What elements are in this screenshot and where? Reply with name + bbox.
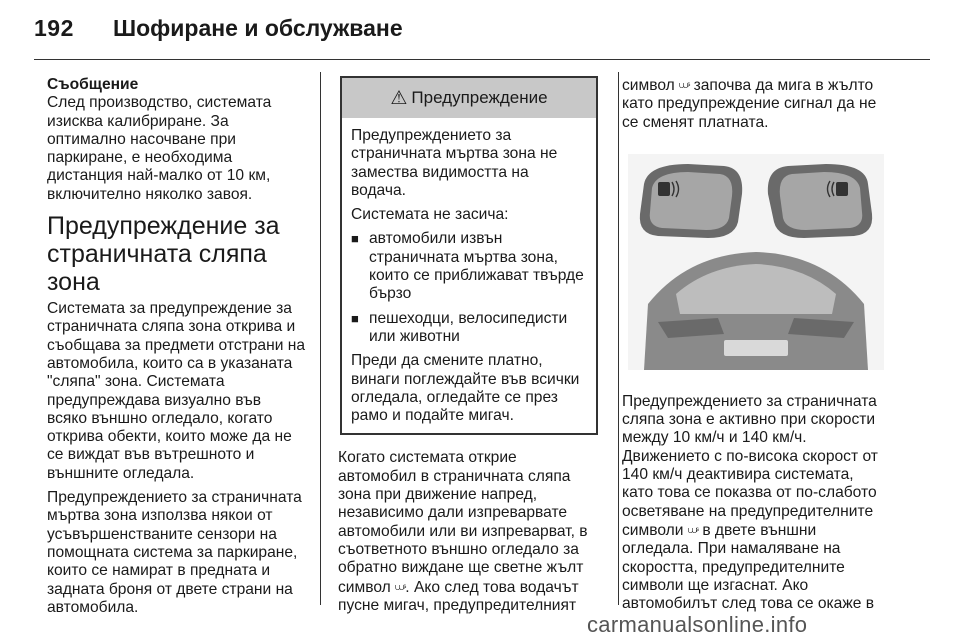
chapter-title: Шофиране и обслужване xyxy=(113,15,403,41)
warning-not-detected: Системата не засича: xyxy=(351,206,509,224)
warning-header xyxy=(342,78,596,118)
paragraph-intro: Системата за предупреждение за страничната сляпа зона открива и съобщава за предмети отстрани на автомобила, които са в указаната "сляпа" зона. Системата предупреждава визуално във всяко външно огледало, когато открива обекти, които може да не се виждат във вътрешното и външните огледала. xyxy=(47,300,306,482)
column-1 xyxy=(47,76,312,617)
warning-bullet: ■ автомобили извън страничната мъртва зона, които се приближават твърде бързо xyxy=(351,230,584,303)
bullet-square-icon: ■ xyxy=(351,231,359,247)
header-divider xyxy=(34,59,930,60)
column-3 xyxy=(622,76,912,613)
column-divider-left xyxy=(320,72,321,605)
watermark-link[interactable]: carmanualsonline.info xyxy=(587,612,808,637)
paragraph-blink: символ ⩊ᶳ започва да мига в жълто като предупреждение сигнал да не се сменят платната. xyxy=(622,77,877,131)
warning-triangle-icon: ⚠ xyxy=(390,87,408,109)
section-heading: Предупреждение за страничната сляпа зона xyxy=(47,212,280,297)
blind-spot-symbol-icon: ⩊ᶳ xyxy=(395,581,406,592)
warning-box xyxy=(340,76,598,435)
page-header xyxy=(34,15,926,55)
message-title: Съобщение xyxy=(47,76,139,93)
message-text: След производство, системата изисква калибриране. За оптимално насочване при паркиране, е необходима дистанция най-малко от 10 км, включително няколко завоя. xyxy=(47,94,272,203)
warning-body: Предупреждението за страничната мъртва зона не замества видимостта на водача. Системата не засича: ■ автомобили извън страничната мъртва зона, които се приближават твърде бързо ■ пешеходци, велосипедисти или животни Преди да смените платно, винаги поглеждайте във всички огледала, огледайте се през рамо и подайте мигач. xyxy=(342,118,596,433)
left-mirror xyxy=(640,164,742,238)
paragraph-detection: Когато системата открие автомобил в страничната сляпа зона при движение напред, независимо дали изпреварвате автомобили или ви изпреварват, в съответното външно огледало за обратно виждане ще светне жълт символ ⩊ᶳ. Ако след това водачът пусне мигач, предупредителният xyxy=(338,449,588,614)
bullet-square-icon: ■ xyxy=(351,310,359,326)
warning-bullet: ■ пешеходци, велосипедисти или животни xyxy=(351,309,568,345)
mirror-car-illustration xyxy=(628,154,884,370)
blind-spot-symbol-icon: ⩊ᶳ xyxy=(687,524,698,535)
column-2 xyxy=(338,76,608,615)
page-number: 192 xyxy=(34,15,74,41)
column-divider-right xyxy=(618,72,619,605)
right-mirror xyxy=(768,164,872,238)
warning-title: Предупреждение xyxy=(411,88,548,107)
paragraph-speed: Предупреждението за страничната сляпа зона е активно при скорости между 10 км/ч и 140 км/ч. Движението с по-висока скорост от 140 км/ч деактивира системата, като това се показва от по-слабото осветяване на предупредителните символи ⩊ᶳ в двете външни огледала. При намаляване на скоростта, предупредителните символи ще изгаснат. Ако автомобилът след това се окаже в xyxy=(622,392,878,613)
paragraph-sensors: Предупреждението за страничната мъртва зона използва някои от усъвършенстваните сензори на помощната система за паркиране, които се намират в предната и задната броня от двете страни на автомобила. xyxy=(47,489,302,616)
blind-spot-symbol-icon: ⩊ᶳ xyxy=(679,80,690,90)
